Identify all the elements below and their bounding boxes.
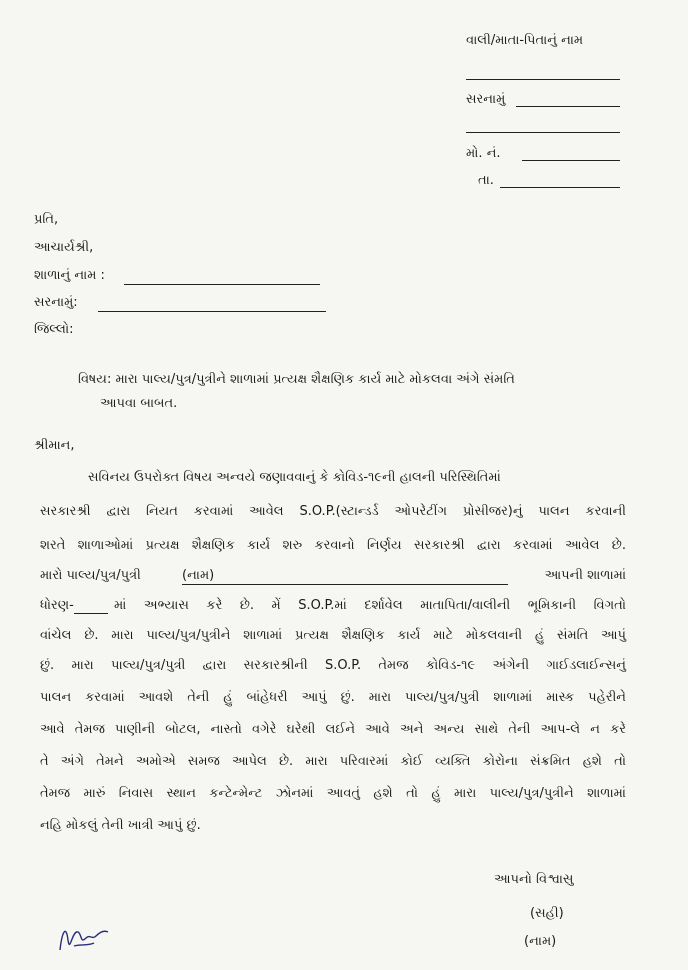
- body-line-9: આવે તેમજ પાણીની બોટલ, નાસ્તો વગેરે ઘરેથી લઈને આવે અને અન્ય સાથે તેની આપ-લે ન કરે: [40, 722, 626, 737]
- student-name-hint: (નામ): [182, 568, 215, 583]
- body-line-11: તેમજ મારું નિવાસ સ્થાન કન્ટેન્મેન્ટ ઝોનમાં આવતું હશે તો હું મારા પાલ્ય/પુત્ર/પુત્રીને શાળામાં: [40, 786, 626, 801]
- school-address-line: [98, 311, 326, 312]
- district-label: જિલ્લો:: [34, 322, 74, 337]
- body-line-12: નહિ મોકલું તેની ખાત્રી આપું છું.: [40, 818, 201, 833]
- body-line-4: [40, 568, 626, 583]
- closing-name: (નામ): [524, 934, 557, 949]
- body-line-5-end: માં અભ્યાસ કરે છે. મેં S.O.P.માં દર્શાવેલ માતાપિતા/વાલીની ભૂમિકાની વિગતો: [114, 598, 626, 613]
- guardian-address-line-2: [466, 132, 620, 133]
- subject-line-1: વિષય: મારા પાલ્ય/પુત્ર/પુત્રીને શાળામાં પ્રત્યક્ષ શૈક્ષણિક કાર્ય માટે મોકલવા અંગે સંમતિ: [78, 372, 515, 387]
- guardian-address-line-1: [516, 106, 620, 107]
- body-line-6: વાંચેલ છે. મારા પાલ્ય/પુત્ર/પુત્રીને શાળામાં પ્રત્યક્ષ શૈક્ષણિક કાર્ય માટે મોકલવાની હું સંમતિ આપું: [40, 628, 626, 643]
- body-line-4-end: આપની શાળામાં: [544, 568, 626, 583]
- body-line-2: સરકારશ્રી દ્વારા નિયત કરવામાં આવેલ S.O.P.(સ્ટાન્ડર્ડ ઓપરેટીંગ પ્રોસીજર)નું પાલન કરવાની: [40, 504, 626, 519]
- handwritten-signature: [52, 910, 114, 960]
- school-address-label: સરનામું:: [34, 295, 78, 310]
- body-line-10: તે અંગે તેમને અમોએ સમજ આપેલ છે. મારા પરિવારમાં કોઈ વ્યક્તિ કોરોના સંક્રમિત હશે તો: [40, 754, 626, 769]
- guardian-name-line: [466, 79, 620, 80]
- body-line-1: સવિનય ઉપરોક્ત વિષય અન્વયે જણાવવાનું કે કોવિડ-૧૯ની હાલની પરિસ્થિતિમાં: [88, 470, 501, 485]
- guardian-name-label: વાલી/માતા-પિતાનું નામ: [466, 33, 584, 48]
- date-label: તા.: [478, 173, 494, 188]
- body-line-3: શરતે શાળાઓમાં પ્રત્યક્ષ શૈક્ષણિક કાર્ય શરુ કરવાનો નિર્ણય સરકારશ્રી દ્વારા કરવામાં આવેલ છે.: [40, 538, 626, 553]
- standard-blank: [74, 598, 108, 614]
- mobile-line: [522, 160, 620, 161]
- body-line-4-start: મારો પાલ્ય/પુત્ર/પુત્રી: [40, 568, 141, 583]
- recipient-principal: આચાર્યશ્રી,: [34, 240, 94, 255]
- school-name-line: [124, 284, 320, 285]
- date-line: [500, 187, 620, 188]
- salutation: શ્રીમાન,: [34, 438, 75, 453]
- closing-signature: (સહી): [530, 906, 564, 921]
- recipient-to: પ્રતિ,: [34, 212, 59, 227]
- student-name-blank: [182, 568, 508, 585]
- mobile-label: મો. નં.: [466, 146, 501, 161]
- subject-line-2: આપવા બાબત.: [100, 396, 178, 411]
- guardian-address-label: સરનામું: [466, 92, 506, 107]
- body-line-5: [40, 598, 626, 613]
- school-name-label: શાળાનું નામ :: [34, 268, 105, 283]
- body-line-8: પાલન કરવામાં આવશે તેની હું બાંહેધરી આપું છું. મારા પાલ્ય/પુત્ર/પુત્રી શાળામાં માસ્ક પહેરીને: [40, 690, 626, 705]
- body-line-7: છું. મારા પાલ્ય/પુત્ર/પુત્રી દ્વારા સરકારશ્રીની S.O.P. તેમજ કોવિડ-૧૯ અંગેની ગાઈડલાઈન્સનું: [40, 658, 626, 673]
- closing-yours: આપનો વિશ્વાસુ: [494, 872, 574, 887]
- body-line-5-start: ધોરણ-: [40, 598, 74, 613]
